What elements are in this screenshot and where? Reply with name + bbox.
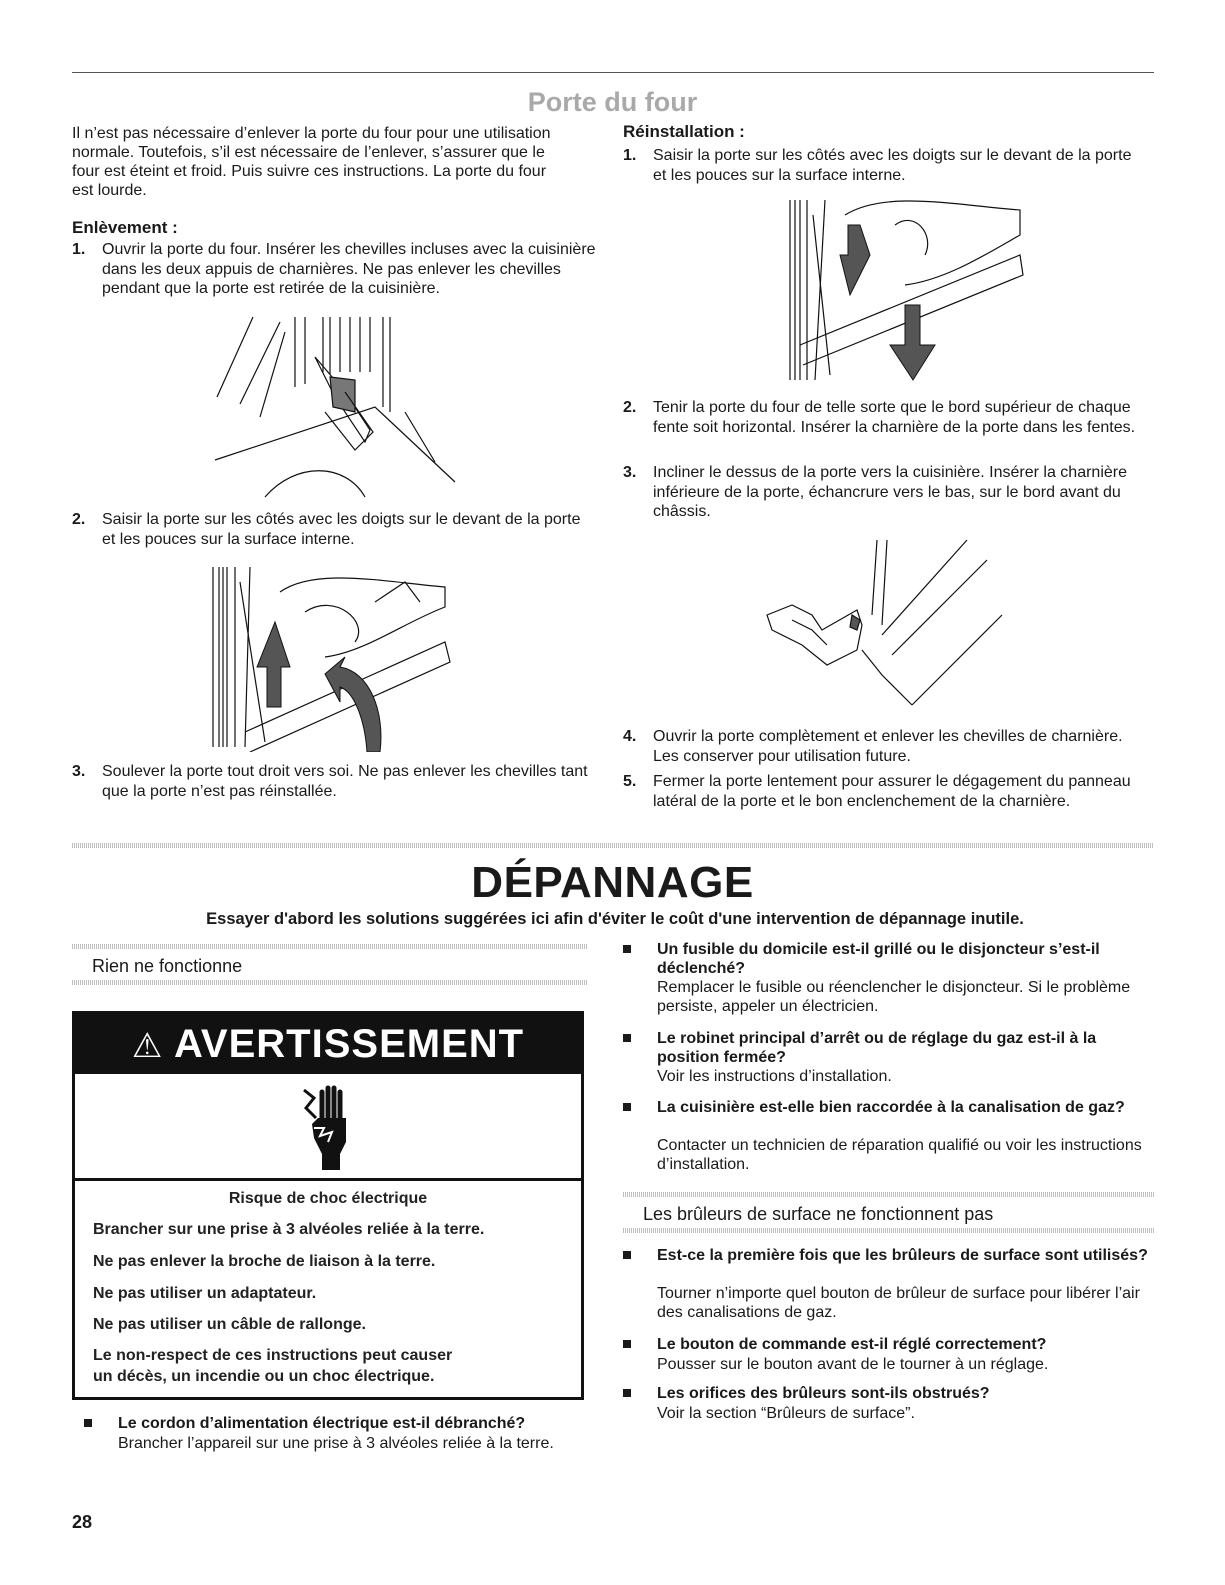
subsection-rule-bottom [72,980,588,985]
nothing-works-heading: Rien ne fonctionne [92,956,243,976]
warning-header-label: AVERTISSEMENT [174,1022,525,1066]
question: Les orifices des brûleurs sont-ils obstrués? [657,1385,990,1402]
hinge-insert-illustration [762,535,1007,710]
page-number: 28 [72,1512,93,1532]
question: Le bouton de commande est-il réglé correctement? [657,1336,1047,1353]
step-number: 2. [623,399,637,416]
step-number: 2. [72,511,86,528]
burners-heading: Les brûleurs de surface ne fonctionnent pas [643,1204,994,1224]
removal-heading: Enlèvement : [72,218,178,237]
subsection-rule-bottom [623,1228,1154,1233]
step-number: 1. [72,241,86,258]
step-text: Saisir la porte sur les côtés avec les doigts sur le devant de la porte et les pouces sur la surface interne. [653,147,1132,184]
step-text: Ouvrir la porte complètement et enlever les chevilles de charnière. Les conserver pour utilisation future. [653,728,1123,765]
hinge-lock-illustration [205,312,465,507]
electric-shock-icon [300,1084,360,1172]
reinstall-heading: Réinstallation : [623,122,745,141]
bullet-square [623,1103,631,1111]
warning-line: Ne pas enlever la broche de liaison à la terre. [93,1253,436,1270]
answer: Tourner n’importe quel bouton de brûleur de surface pour libérer l’air des canalisations de gaz. [657,1285,1140,1321]
question: Le cordon d’alimentation électrique est-il débranché? [118,1415,526,1432]
question: La cuisinière est-elle bien raccordée à la canalisation de gaz? [657,1099,1125,1116]
question: Un fusible du domicile est-il grillé ou le disjoncteur s’est-il déclenché? [657,941,1100,977]
warning-line: Ne pas utiliser un adaptateur. [93,1285,317,1302]
bullet-square [623,1340,631,1348]
warning-divider [75,1178,581,1181]
troubleshooting-intro: Essayer d'abord les solutions suggérées ici afin d'éviter le coût d'une intervention de dépannage inutile. [206,910,1024,928]
bullet-square [623,945,631,953]
step-text: Tenir la porte du four de telle sorte que le bord supérieur de chaque fente soit horizontal. Insérer la charnière de la porte dans les fentes. [653,399,1136,436]
troubleshooting-title: DÉPANNAGE [471,858,754,907]
step-number: 3. [623,464,637,481]
step-text: Incliner le dessus de la porte vers la cuisinière. Insérer la charnière inférieure de la porte, échancrure vers le bas, sur le bord avant du châssis. [653,464,1128,520]
top-rule [72,72,1154,73]
step-number: 4. [623,728,637,745]
question: Le robinet principal d’arrêt ou de réglage du gaz est-il à la position fermée? [657,1030,1097,1066]
warning-line: Le non-respect de ces instructions peut causer [93,1347,453,1364]
answer: Pousser sur le bouton avant de le tourner à un réglage. [657,1356,1049,1373]
bullet-square [623,1034,631,1042]
bullet-square [84,1419,92,1427]
answer: Voir les instructions d’installation. [657,1068,892,1085]
warning-line: Brancher sur une prise à 3 alvéoles reliée à la terre. [93,1221,485,1238]
warning-triangle-icon: ⚠ [131,1027,164,1065]
warning-line: Ne pas utiliser un câble de rallonge. [93,1316,366,1333]
subsection-rule-top [623,1192,1154,1197]
answer: Voir la section “Brûleurs de surface”. [657,1405,915,1422]
question: Est-ce la première fois que les brûleurs de surface sont utilisés? [657,1247,1148,1264]
step-number: 5. [623,773,637,790]
warning-line: un décès, un incendie ou un choc électrique. [93,1368,435,1385]
step-text: Soulever la porte tout droit vers soi. Ne pas enlever les chevilles tant que la porte n’est pas réinstallée. [102,763,588,800]
step-number: 1. [623,147,637,164]
bullet-square [623,1389,631,1397]
answer: Brancher l’appareil sur une prise à 3 alvéoles reliée à la terre. [118,1435,554,1452]
answer: Contacter un technicien de réparation qualifié ou voir les instructions d’installation. [657,1137,1142,1173]
warning-header [75,1014,581,1074]
step-number: 3. [72,763,86,780]
answer: Remplacer le fusible ou réenclencher le disjoncteur. Si le problème persiste, appeler un électricien. [657,979,1131,1015]
lower-door-illustration [785,195,1030,385]
section-title: Porte du four [527,87,698,117]
subsection-rule-top [72,944,588,949]
step-text: Fermer la porte lentement pour assurer le dégagement du panneau latéral de la porte et le bon enclenchement de la charnière. [653,773,1131,810]
warning-hazard: Risque de choc électrique [228,1190,428,1207]
warning-box [72,1011,584,1400]
lift-door-illustration [205,562,455,752]
section-divider [72,843,1154,848]
bullet-square [623,1251,631,1259]
intro-paragraph: Il n’est pas nécessaire d’enlever la porte du four pour une utilisation normale. Toutefois, s’il est nécessaire de l’enlever, s’assurer que le four est éteint et froid. Puis suivre ces instructions. La porte du four est lourde. [72,125,551,199]
step-text: Ouvrir la porte du four. Insérer les chevilles incluses avec la cuisinière dans les deux appuis de charnières. Ne pas enlever les chevilles pendant que la porte est retirée de la cuisinière. [102,241,596,297]
step-text: Saisir la porte sur les côtés avec les doigts sur le devant de la porte et les pouces sur la surface interne. [102,511,581,548]
